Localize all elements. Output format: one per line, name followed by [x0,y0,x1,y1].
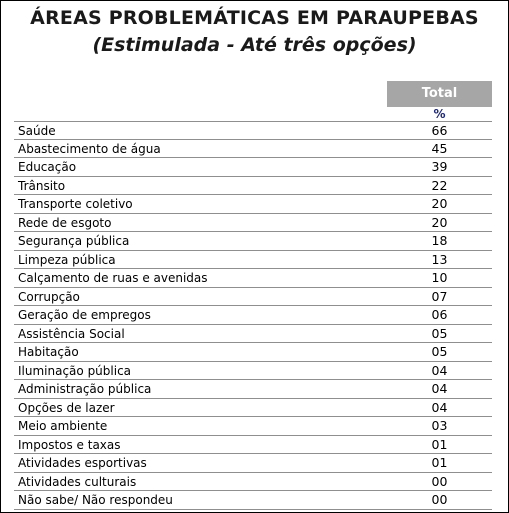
table-body [14,121,492,510]
table-row [14,325,492,344]
row-value: 45 [431,140,448,156]
row-value: 10 [431,270,448,285]
table-header-row [14,81,492,107]
unit-label: % [433,107,446,121]
row-label: Impostos e taxas [18,437,121,452]
results-table [14,81,492,507]
unit-row [14,107,492,121]
row-value: 22 [431,177,448,193]
column-header-total: Total [387,81,492,107]
row-label: Segurança pública [18,234,130,248]
row-value: 05 [431,325,448,341]
row-value: 04 [431,381,448,396]
row-value: 00 [431,473,448,489]
row-value: 20 [431,196,448,211]
table-row [14,491,492,510]
table-row [14,121,492,140]
row-label: Assistência Social [18,326,125,341]
row-label: Habitação [18,345,79,359]
row-label: Meio ambiente [18,419,108,433]
table-row [14,251,492,270]
row-value: 06 [431,307,448,322]
table-row [14,436,492,455]
row-label: Atividades esportivas [18,456,147,470]
row-label: Transporte coletivo [18,197,133,211]
row-value: 04 [431,362,448,378]
table-row [14,473,492,492]
table-row [14,158,492,177]
row-label: Trânsito [18,178,66,193]
table-row [14,454,492,473]
table-row [14,417,492,436]
row-value: 39 [431,159,448,174]
table-row [14,269,492,288]
row-value: 01 [431,436,448,452]
row-label: Opções de lazer [18,400,115,415]
table-row [14,140,492,159]
table-row [14,177,492,196]
row-value: 05 [431,344,448,359]
row-label: Atividades culturais [18,474,137,489]
table-row [14,214,492,233]
row-value: 13 [431,251,448,267]
row-value: 20 [431,214,448,230]
row-label: Abastecimento de água [18,141,161,156]
table-row [14,195,492,214]
row-label: Saúde [18,124,56,138]
row-label: Iluminação pública [18,363,132,378]
page-title: ÁREAS PROBLEMÁTICAS EM PARAUPEBAS [30,7,479,29]
row-label: Administração pública [18,382,152,396]
row-value: 03 [431,418,448,433]
row-label: Educação [18,160,77,174]
row-label: Não sabe/ Não respondeu [18,493,173,507]
row-label: Calçamento de ruas e avenidas [18,271,208,285]
row-value: 01 [431,455,448,470]
table-row [14,343,492,362]
row-value: 18 [431,233,448,248]
row-label: Geração de empregos [18,308,151,322]
row-value: 66 [431,123,448,138]
row-value: 00 [431,492,448,507]
row-value: 04 [431,399,448,415]
row-label: Rede de esgoto [18,215,112,230]
row-label: Limpeza pública [18,252,116,267]
table-row [14,399,492,418]
table-row [14,362,492,381]
row-value: 07 [431,288,448,304]
table-row [14,306,492,325]
table-row [14,288,492,307]
table-row [14,380,492,399]
table-row [14,232,492,251]
row-label: Corrupção [18,289,80,304]
page-subtitle: (Estimulada - Até três opções) [92,34,417,56]
